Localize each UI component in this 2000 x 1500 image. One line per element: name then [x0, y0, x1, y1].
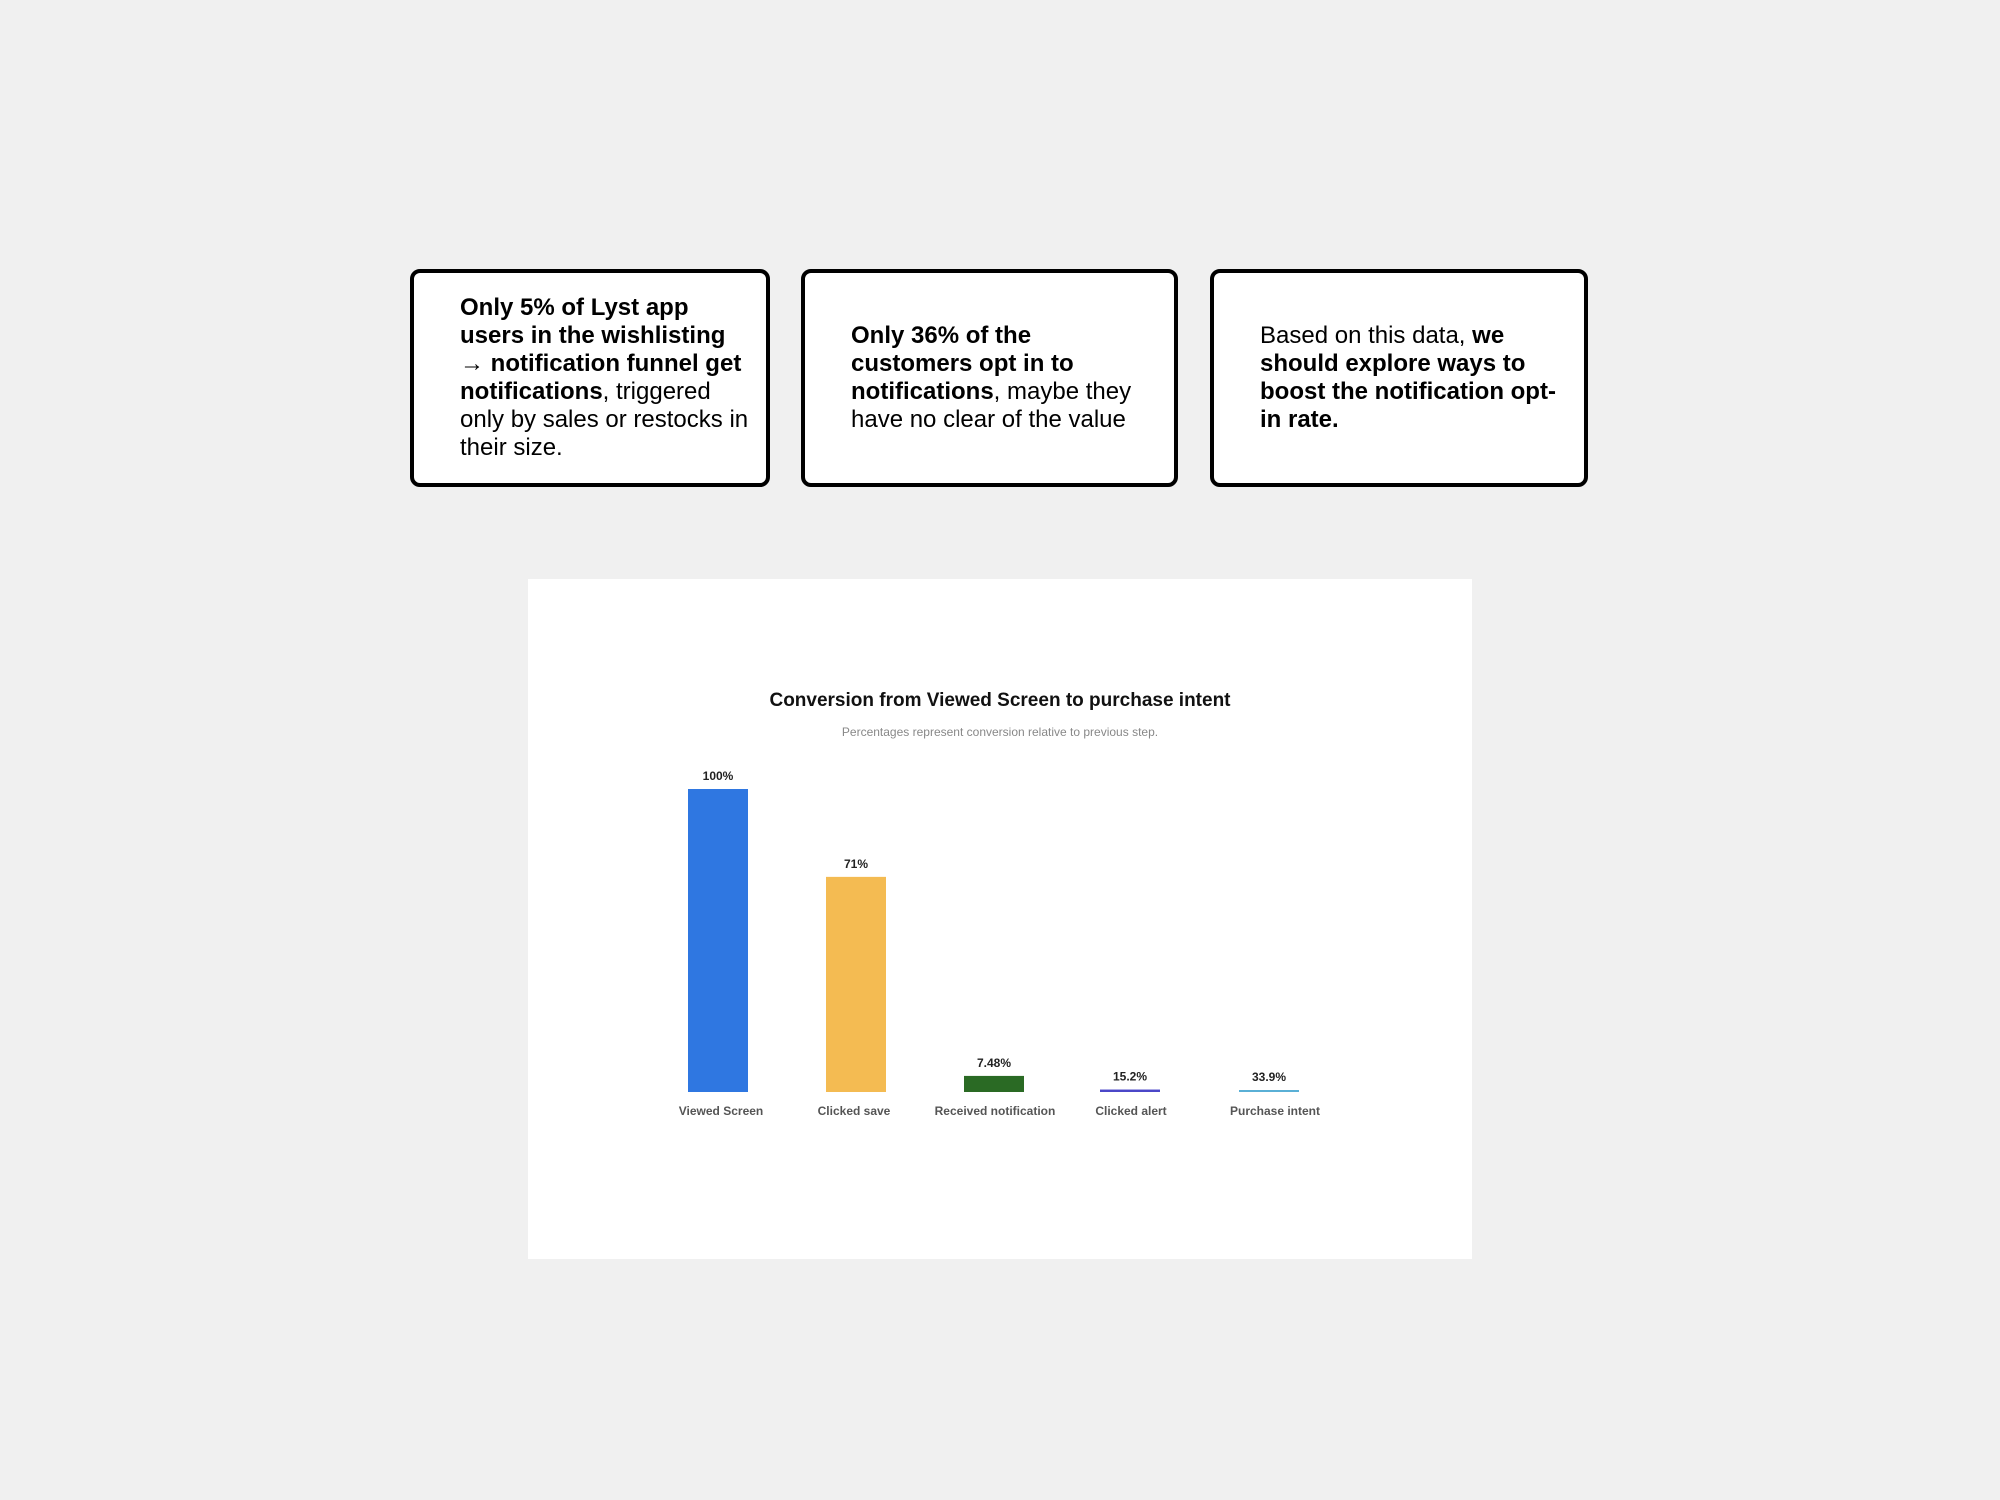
- value-label-4: 15.2%: [1112, 1069, 1148, 1084]
- value-label-1: 100%: [702, 769, 734, 783]
- category-label-1: Viewed Screen: [678, 1104, 764, 1118]
- card-3-segment-2: we should explore ways to boost the notification opt-in rate.: [1260, 322, 1556, 433]
- category-label-3: Received notification: [934, 1104, 1056, 1118]
- category-label-4: Clicked alert: [1095, 1104, 1167, 1118]
- card-3-segment-1: Based on this data,: [1260, 322, 1473, 349]
- insight-card-3-text: [1260, 322, 1560, 434]
- chart-title: Conversion from Viewed Screen to purchase intent: [769, 690, 1231, 711]
- insight-card-1-text: [460, 294, 750, 462]
- bar-clicked-save: [826, 877, 886, 1092]
- insight-card-3: [1210, 269, 1588, 487]
- card-2-segment-2: , maybe they have no clear of the value: [851, 378, 1132, 433]
- chart-panel: [528, 579, 1472, 1259]
- bar-viewed-screen: [688, 789, 748, 1092]
- chart-subtitle: Percentages represent conversion relative to previous step.: [841, 725, 1159, 739]
- bar-received-notification: [964, 1076, 1024, 1092]
- card-2-segment-1: Only 36% of the customers opt in to notifications: [851, 322, 1074, 405]
- card-1-segment-1: Only 5% of Lyst app users in the wishlisting → notification funnel get notifications: [460, 294, 742, 405]
- insight-card-2: [801, 269, 1178, 487]
- category-label-5: Purchase intent: [1229, 1104, 1321, 1118]
- card-1-segment-2: , triggered only by sales or restocks in their size.: [460, 378, 749, 461]
- value-label-3: 7.48%: [976, 1055, 1012, 1070]
- category-label-2: Clicked save: [817, 1104, 891, 1118]
- value-label-5: 33.9%: [1251, 1070, 1287, 1084]
- bar-purchase-intent: [1239, 1090, 1299, 1092]
- value-label-2: 71%: [843, 856, 869, 871]
- insight-card-1: [410, 269, 770, 487]
- bar-chart: [528, 579, 1472, 1259]
- insight-card-2-text: [851, 322, 1151, 434]
- bar-clicked-alert: [1100, 1090, 1160, 1092]
